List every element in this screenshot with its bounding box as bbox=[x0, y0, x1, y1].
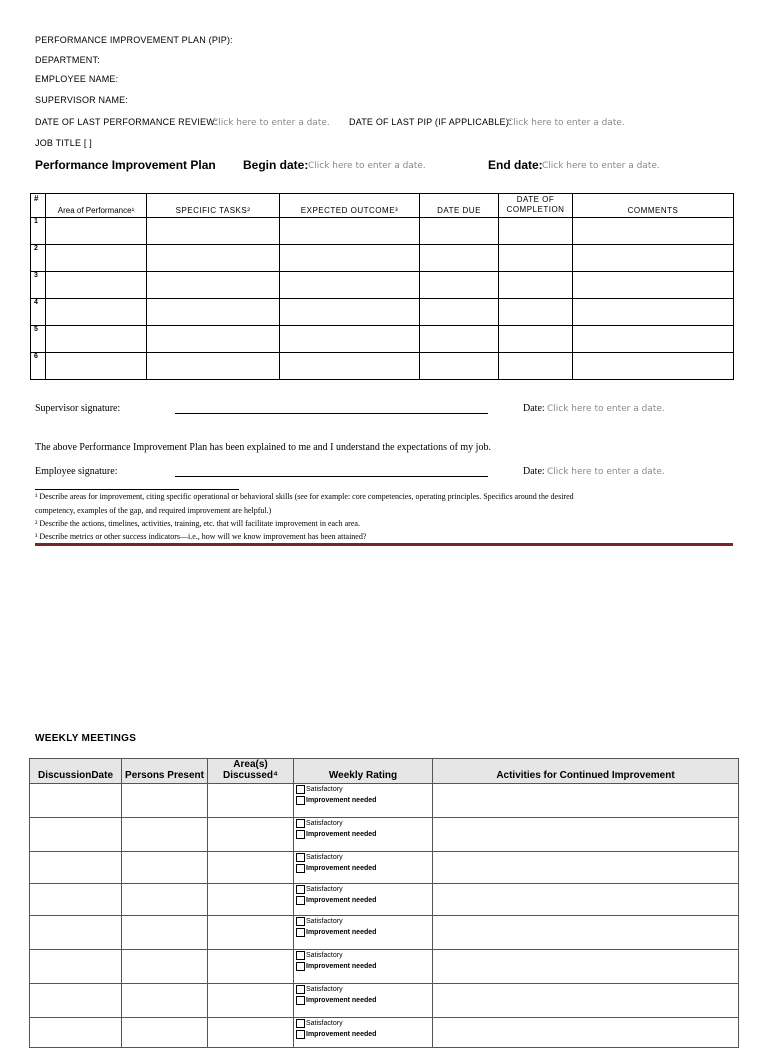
table-row bbox=[30, 916, 739, 950]
row-number: 2 bbox=[31, 245, 46, 272]
date-due-cell[interactable] bbox=[420, 245, 499, 272]
comments-cell[interactable] bbox=[573, 299, 734, 326]
table-row bbox=[30, 950, 739, 984]
last-review-label: DATE OF LAST PERFORMANCE REVIEW: bbox=[35, 117, 218, 127]
col-persons-present-header: Persons Present bbox=[122, 759, 208, 784]
date-due-cell[interactable] bbox=[420, 299, 499, 326]
persons-present-cell[interactable] bbox=[122, 852, 208, 884]
end-date-field[interactable]: Click here to enter a date. bbox=[542, 161, 660, 171]
rating-option-improvement-needed bbox=[296, 995, 432, 1006]
activities-cell[interactable] bbox=[433, 1018, 739, 1048]
col-activities-header: Activities for Continued Improvement bbox=[433, 759, 739, 784]
persons-present-cell[interactable] bbox=[122, 950, 208, 984]
satisfactory-label: Satisfactory bbox=[306, 786, 343, 793]
table-row bbox=[30, 1018, 739, 1048]
rating-option-satisfactory bbox=[296, 884, 432, 895]
improvement-needed-checkbox[interactable] bbox=[296, 928, 305, 937]
improvement-needed-label: Improvement needed bbox=[306, 963, 377, 970]
areas-discussed-cell[interactable] bbox=[208, 884, 294, 916]
col-completion-header: DATE OF COMPLETION bbox=[499, 194, 573, 218]
discussion-date-cell[interactable] bbox=[30, 818, 122, 852]
employee-signature-line[interactable] bbox=[175, 476, 488, 477]
completion-cell[interactable] bbox=[499, 353, 573, 380]
outcome-cell[interactable] bbox=[280, 272, 420, 299]
improvement-needed-checkbox[interactable] bbox=[296, 962, 305, 971]
table-row bbox=[31, 326, 734, 353]
comments-cell[interactable] bbox=[573, 353, 734, 380]
satisfactory-label: Satisfactory bbox=[306, 1020, 343, 1027]
col-number-header: # bbox=[31, 194, 46, 218]
activities-cell[interactable] bbox=[433, 784, 739, 818]
completion-cell[interactable] bbox=[499, 218, 573, 245]
discussion-date-cell[interactable] bbox=[30, 916, 122, 950]
date-due-cell[interactable] bbox=[420, 218, 499, 245]
persons-present-cell[interactable] bbox=[122, 916, 208, 950]
end-date-label: End date: bbox=[488, 158, 543, 172]
satisfactory-checkbox[interactable] bbox=[296, 785, 305, 794]
row-number: 6 bbox=[31, 353, 46, 380]
improvement-needed-label: Improvement needed bbox=[306, 929, 377, 936]
acknowledgement-statement: The above Performance Improvement Plan has been explained to me and I understand the expectations of my job. bbox=[35, 442, 491, 453]
rating-option-satisfactory bbox=[296, 784, 432, 795]
satisfactory-label: Satisfactory bbox=[306, 952, 343, 959]
supervisor-date-label: Date: bbox=[523, 403, 545, 414]
weekly-rating-cell bbox=[294, 784, 433, 818]
satisfactory-checkbox[interactable] bbox=[296, 819, 305, 828]
rating-option-improvement-needed bbox=[296, 829, 432, 840]
area-cell[interactable] bbox=[46, 299, 147, 326]
rating-option-satisfactory bbox=[296, 852, 432, 863]
row-number: 4 bbox=[31, 299, 46, 326]
weekly-rating-cell bbox=[294, 984, 433, 1018]
supervisor-date-field[interactable]: Click here to enter a date. bbox=[547, 404, 665, 414]
row-number: 5 bbox=[31, 326, 46, 353]
outcome-cell[interactable] bbox=[280, 218, 420, 245]
improvement-needed-checkbox[interactable] bbox=[296, 1030, 305, 1039]
date-due-cell[interactable] bbox=[420, 326, 499, 353]
discussion-date-cell[interactable] bbox=[30, 950, 122, 984]
areas-discussed-cell[interactable] bbox=[208, 1018, 294, 1048]
discussion-date-cell[interactable] bbox=[30, 784, 122, 818]
improvement-needed-label: Improvement needed bbox=[306, 865, 377, 872]
rating-option-satisfactory bbox=[296, 818, 432, 829]
rating-option-satisfactory bbox=[296, 984, 432, 995]
employee-name-label: EMPLOYEE NAME: bbox=[35, 74, 119, 84]
discussion-date-cell[interactable] bbox=[30, 884, 122, 916]
employee-date-field[interactable]: Click here to enter a date. bbox=[547, 467, 665, 477]
table-row bbox=[30, 852, 739, 884]
last-pip-date-field[interactable]: Click here to enter a date. bbox=[507, 118, 625, 128]
areas-discussed-cell[interactable] bbox=[208, 852, 294, 884]
improvement-needed-label: Improvement needed bbox=[306, 997, 377, 1004]
satisfactory-label: Satisfactory bbox=[306, 886, 343, 893]
col-discussion-date-header: DiscussionDate bbox=[30, 759, 122, 784]
weekly-rating-cell bbox=[294, 950, 433, 984]
weekly-rating-cell bbox=[294, 884, 433, 916]
improvement-needed-label: Improvement needed bbox=[306, 1031, 377, 1038]
improvement-needed-checkbox[interactable] bbox=[296, 864, 305, 873]
last-review-date-field[interactable]: Click here to enter a date. bbox=[212, 118, 330, 128]
area-cell[interactable] bbox=[46, 353, 147, 380]
col-weekly-rating-header: Weekly Rating bbox=[294, 759, 433, 784]
area-cell[interactable] bbox=[46, 218, 147, 245]
begin-date-label: Begin date: bbox=[243, 158, 309, 172]
table-row bbox=[31, 218, 734, 245]
activities-cell[interactable] bbox=[433, 950, 739, 984]
area-cell[interactable] bbox=[46, 245, 147, 272]
section-divider bbox=[35, 543, 733, 546]
satisfactory-label: Satisfactory bbox=[306, 854, 343, 861]
satisfactory-checkbox[interactable] bbox=[296, 917, 305, 926]
table-row bbox=[30, 984, 739, 1018]
persons-present-cell[interactable] bbox=[122, 1018, 208, 1048]
satisfactory-label: Satisfactory bbox=[306, 918, 343, 925]
satisfactory-label: Satisfactory bbox=[306, 986, 343, 993]
areas-discussed-cell[interactable] bbox=[208, 784, 294, 818]
satisfactory-checkbox[interactable] bbox=[296, 951, 305, 960]
completion-cell[interactable] bbox=[499, 326, 573, 353]
activities-cell[interactable] bbox=[433, 984, 739, 1018]
weekly-rating-cell bbox=[294, 852, 433, 884]
improvement-needed-checkbox[interactable] bbox=[296, 996, 305, 1005]
col-outcome-header: EXPECTED OUTCOME³ bbox=[280, 194, 420, 218]
weekly-rating-cell bbox=[294, 818, 433, 852]
tasks-cell[interactable] bbox=[147, 326, 280, 353]
persons-present-cell[interactable] bbox=[122, 884, 208, 916]
rating-option-improvement-needed bbox=[296, 895, 432, 906]
footnote-1-line-1: ¹ Describe areas for improvement, citing specific operational or behavioral skills (see for example: core competencies, operating principles. Specifics around the desired bbox=[35, 492, 574, 501]
footnote-separator bbox=[35, 489, 239, 490]
completion-cell[interactable] bbox=[499, 245, 573, 272]
department-label: DEPARTMENT: bbox=[35, 55, 100, 65]
discussion-date-cell[interactable] bbox=[30, 852, 122, 884]
completion-cell[interactable] bbox=[499, 272, 573, 299]
satisfactory-checkbox[interactable] bbox=[296, 853, 305, 862]
plan-title: Performance Improvement Plan bbox=[35, 158, 216, 172]
footnote-2: ² Describe the actions, timelines, activities, training, etc. that will facilitate improvement in each area. bbox=[35, 519, 360, 528]
activities-cell[interactable] bbox=[433, 818, 739, 852]
outcome-cell[interactable] bbox=[280, 353, 420, 380]
table-row bbox=[31, 353, 734, 380]
employee-date-label: Date: bbox=[523, 466, 545, 477]
rating-option-satisfactory bbox=[296, 916, 432, 927]
col-area-header: Area of Performance¹ bbox=[46, 194, 147, 218]
satisfactory-checkbox[interactable] bbox=[296, 985, 305, 994]
row-number: 3 bbox=[31, 272, 46, 299]
weekly-meetings-title: WEEKLY MEETINGS bbox=[35, 733, 137, 744]
improvement-needed-label: Improvement needed bbox=[306, 797, 377, 804]
rating-option-improvement-needed bbox=[296, 961, 432, 972]
supervisor-signature-label: Supervisor signature: bbox=[35, 403, 121, 414]
col-comments-header: COMMENTS bbox=[573, 194, 734, 218]
col-areas-discussed-header: Area(s) Discussed⁴ bbox=[208, 759, 294, 784]
discussion-date-cell[interactable] bbox=[30, 1018, 122, 1048]
table-row bbox=[31, 245, 734, 272]
table-row bbox=[30, 784, 739, 818]
comments-cell[interactable] bbox=[573, 272, 734, 299]
weekly-rating-cell bbox=[294, 916, 433, 950]
outcome-cell[interactable] bbox=[280, 299, 420, 326]
row-number: 1 bbox=[31, 218, 46, 245]
persons-present-cell[interactable] bbox=[122, 818, 208, 852]
col-date-due-header: DATE DUE bbox=[420, 194, 499, 218]
comments-cell[interactable] bbox=[573, 218, 734, 245]
table-row bbox=[31, 272, 734, 299]
activities-cell[interactable] bbox=[433, 852, 739, 884]
persons-present-cell[interactable] bbox=[122, 784, 208, 818]
area-cell[interactable] bbox=[46, 326, 147, 353]
rating-option-improvement-needed bbox=[296, 795, 432, 806]
area-cell[interactable] bbox=[46, 272, 147, 299]
pip-table bbox=[30, 193, 734, 380]
weekly-rating-cell bbox=[294, 1018, 433, 1048]
table-row bbox=[31, 299, 734, 326]
satisfactory-label: Satisfactory bbox=[306, 820, 343, 827]
comments-cell[interactable] bbox=[573, 326, 734, 353]
improvement-needed-label: Improvement needed bbox=[306, 897, 377, 904]
supervisor-signature-line[interactable] bbox=[175, 413, 488, 414]
employee-signature-label: Employee signature: bbox=[35, 466, 118, 477]
satisfactory-checkbox[interactable] bbox=[296, 885, 305, 894]
last-pip-label: DATE OF LAST PIP (IF APPLICABLE): bbox=[349, 117, 512, 127]
rating-option-improvement-needed bbox=[296, 863, 432, 874]
activities-cell[interactable] bbox=[433, 916, 739, 950]
rating-option-satisfactory bbox=[296, 950, 432, 961]
persons-present-cell[interactable] bbox=[122, 984, 208, 1018]
outcome-cell[interactable] bbox=[280, 326, 420, 353]
table-row bbox=[30, 818, 739, 852]
discussion-date-cell[interactable] bbox=[30, 984, 122, 1018]
rating-option-improvement-needed bbox=[296, 927, 432, 938]
tasks-cell[interactable] bbox=[147, 353, 280, 380]
table-row bbox=[30, 884, 739, 916]
date-due-cell[interactable] bbox=[420, 353, 499, 380]
improvement-needed-checkbox[interactable] bbox=[296, 896, 305, 905]
col-tasks-header: SPECIFIC TASKS² bbox=[147, 194, 280, 218]
date-due-cell[interactable] bbox=[420, 272, 499, 299]
tasks-cell[interactable] bbox=[147, 245, 280, 272]
job-title-label[interactable]: JOB TITLE [ ] bbox=[35, 138, 92, 148]
supervisor-name-label: SUPERVISOR NAME: bbox=[35, 95, 129, 105]
improvement-needed-label: Improvement needed bbox=[306, 831, 377, 838]
areas-discussed-cell[interactable] bbox=[208, 984, 294, 1018]
completion-cell[interactable] bbox=[499, 299, 573, 326]
footnote-1-line-2: competency, examples of the gap, and required improvement are helpful.) bbox=[35, 506, 272, 515]
pip-title: PERFORMANCE IMPROVEMENT PLAN (PIP): bbox=[35, 35, 233, 45]
weekly-meetings-table bbox=[29, 758, 739, 1048]
tasks-cell[interactable] bbox=[147, 299, 280, 326]
improvement-needed-checkbox[interactable] bbox=[296, 830, 305, 839]
comments-cell[interactable] bbox=[573, 245, 734, 272]
outcome-cell[interactable] bbox=[280, 245, 420, 272]
begin-date-field[interactable]: Click here to enter a date. bbox=[308, 161, 426, 171]
areas-discussed-cell[interactable] bbox=[208, 950, 294, 984]
activities-cell[interactable] bbox=[433, 884, 739, 916]
areas-discussed-cell[interactable] bbox=[208, 916, 294, 950]
tasks-cell[interactable] bbox=[147, 272, 280, 299]
improvement-needed-checkbox[interactable] bbox=[296, 796, 305, 805]
tasks-cell[interactable] bbox=[147, 218, 280, 245]
footnote-3: ³ Describe metrics or other success indicators—i.e., how will we know improvement has been attained? bbox=[35, 532, 367, 541]
areas-discussed-cell[interactable] bbox=[208, 818, 294, 852]
rating-option-improvement-needed bbox=[296, 1029, 432, 1040]
